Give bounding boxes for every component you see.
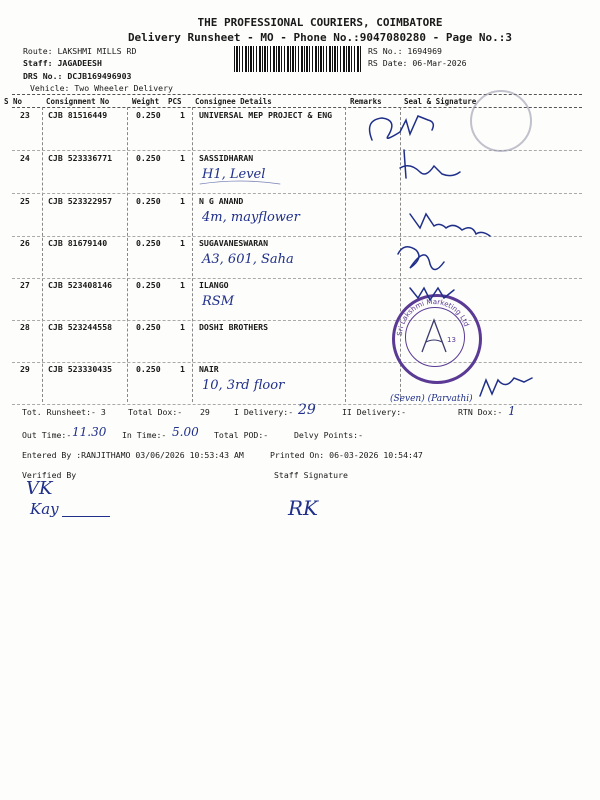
row-handwritten-address: H1, Level	[202, 167, 266, 182]
stamp-number: 13	[447, 336, 456, 344]
route-label: Route: LAKSHMI MILLS RD	[23, 46, 137, 56]
drs-label: DRS No.: DCJB169496903	[23, 71, 132, 81]
row-sno: 28	[20, 322, 30, 332]
row-weight: 0.250	[136, 322, 161, 332]
row-sno: 25	[20, 196, 30, 206]
row-weight: 0.250	[136, 364, 161, 374]
company-title: THE PROFESSIONAL COURIERS, COIMBATORE	[197, 16, 443, 29]
row-pcs: 1	[180, 238, 185, 248]
row-consignee: SUGAVANESWARAN	[199, 238, 269, 248]
row-pcs: 1	[180, 322, 185, 332]
row-handwritten-address: A3, 601, Saha	[202, 252, 294, 267]
printed-on: Printed On: 06-03-2026 10:54:47	[270, 450, 423, 460]
col-pcs: PCS	[168, 97, 182, 106]
staff-label: Staff: JAGADEESH	[23, 58, 102, 68]
verified-signature-1: VK	[26, 478, 53, 499]
row-consignment-no: CJB 81679140	[48, 238, 108, 248]
row-handwritten-address: 10, 3rd floor	[202, 378, 285, 393]
row-handwritten-address: 4m, mayflower	[202, 210, 300, 225]
row-consignment-no: CJB 523244558	[48, 322, 113, 332]
signature-27	[410, 288, 454, 300]
col-weight: Weight	[132, 97, 160, 106]
ii-delivery-value: (Seven) (Parvathi)	[390, 394, 473, 404]
vehicle-label: Vehicle: Two Wheeler Delivery	[30, 83, 173, 93]
row-pcs: 1	[180, 280, 185, 290]
total-dox-label: Total Dox:-	[128, 407, 183, 417]
row-consignee: ILANGO	[199, 280, 229, 290]
row-consignee: NAIR	[199, 364, 219, 374]
in-time-value: 5.00	[172, 425, 199, 439]
rs-date: RS Date: 06-Mar-2026	[368, 58, 467, 68]
col-seal-signature: Seal & Signature	[404, 97, 477, 106]
staff-signature: RK	[288, 496, 318, 520]
i-delivery-value: 29	[298, 402, 316, 418]
signature-25	[410, 214, 490, 236]
signature-23	[370, 116, 434, 140]
verified-signature-2: Kay	[30, 500, 59, 518]
row-consignee: N G ANAND	[199, 196, 244, 206]
row-sno: 27	[20, 280, 30, 290]
entered-by: Entered By :RANJITHAMO 03/06/2026 10:53:43 AM	[22, 450, 244, 460]
row-consignee: UNIVERSAL MEP PROJECT & ENG	[199, 110, 333, 120]
signature-24	[400, 150, 460, 178]
col-remarks: Remarks	[350, 97, 382, 106]
out-time-value: 11.30	[72, 425, 107, 439]
ii-delivery-label: II Delivery:-	[342, 407, 407, 417]
delvy-points: Delvy Points:-	[294, 430, 364, 440]
row-sno: 23	[20, 110, 30, 120]
verified-by-label: Verified By	[22, 470, 77, 480]
row-pcs: 1	[180, 110, 185, 120]
staff-signature-label: Staff Signature	[274, 470, 348, 480]
row-consignee: SASSIDHARAN	[199, 153, 254, 163]
in-time-label: In Time:-	[122, 430, 167, 440]
row-pcs: 1	[180, 196, 185, 206]
col-consignment: Consignment No	[46, 97, 110, 106]
row-consignment-no: CJB 523322957	[48, 196, 113, 206]
rs-no: RS No.: 1694969	[368, 46, 442, 56]
row-weight: 0.250	[136, 110, 161, 120]
col-consignee: Consignee Details	[195, 97, 272, 106]
stamp-text: Sri Lakshmi Marketing Ltd	[395, 297, 471, 337]
signature-29	[480, 378, 532, 396]
tot-runsheet: Tot. Runsheet:- 3	[22, 407, 106, 417]
i-delivery-label: I Delivery:-	[234, 407, 294, 417]
row-consignment-no: CJB 523336771	[48, 153, 113, 163]
total-pod: Total POD:-	[214, 430, 269, 440]
rtn-dox-label: RTN Dox:-	[458, 407, 503, 417]
row-consignee: DOSHI BROTHERS	[199, 322, 269, 332]
signature-26	[398, 247, 444, 270]
row-handwritten-address: RSM	[202, 294, 235, 309]
total-dox-value: 29	[200, 407, 210, 417]
row-pcs: 1	[180, 153, 185, 163]
row-weight: 0.250	[136, 280, 161, 290]
runsheet-subtitle: Delivery Runsheet - MO - Phone No.:9047080280 - Page No.:3	[127, 31, 513, 44]
row-sno: 29	[20, 364, 30, 374]
row-consignment-no: CJB 81516449	[48, 110, 108, 120]
row-pcs: 1	[180, 364, 185, 374]
row-weight: 0.250	[136, 238, 161, 248]
row-consignment-no: CJB 523408146	[48, 280, 113, 290]
rtn-dox-value: 1	[508, 404, 516, 418]
row-sno: 26	[20, 238, 30, 248]
col-sno: S No	[4, 97, 23, 106]
out-time-label: Out Time:-	[22, 430, 72, 440]
row-consignment-no: CJB 523330435	[48, 364, 113, 374]
row-weight: 0.250	[136, 196, 161, 206]
runsheet-line-24	[200, 181, 280, 184]
row-weight: 0.250	[136, 153, 161, 163]
row-sno: 24	[20, 153, 30, 163]
